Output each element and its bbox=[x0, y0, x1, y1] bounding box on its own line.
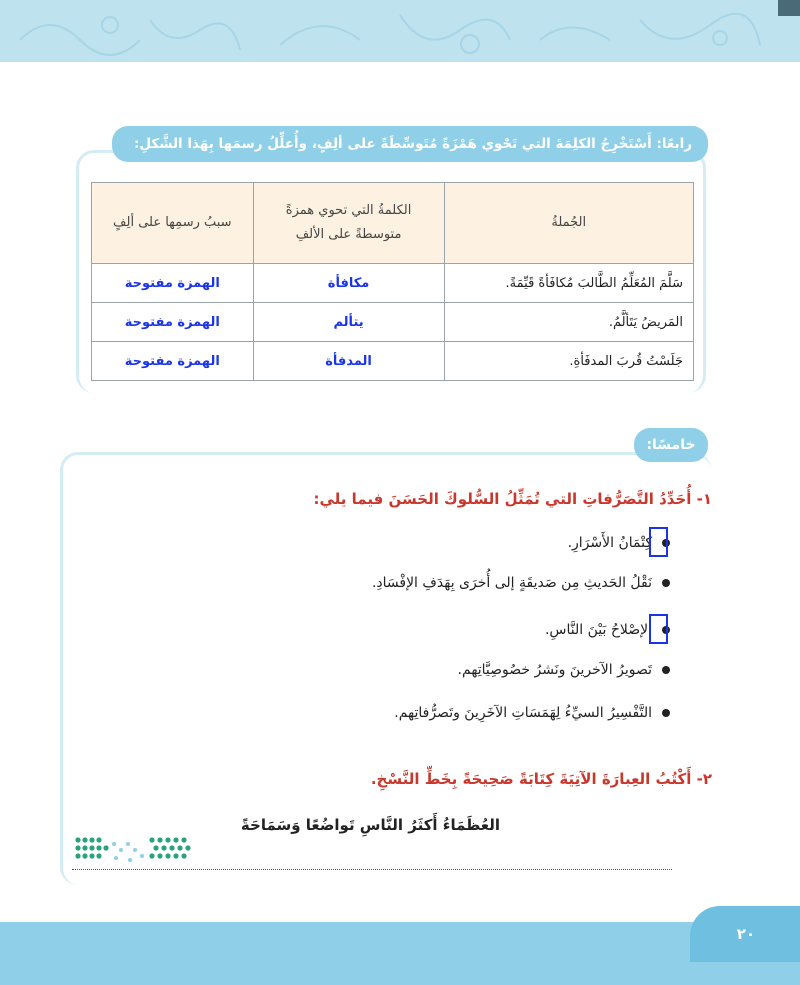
selection-box[interactable] bbox=[649, 527, 668, 557]
top-decorative-band bbox=[0, 0, 800, 62]
header-reason: سببُ رسمِها على ألِفٍ bbox=[92, 183, 254, 264]
selection-box[interactable] bbox=[649, 614, 668, 644]
bottom-band bbox=[0, 922, 800, 985]
header-sentence: الجُملةُ bbox=[444, 183, 693, 264]
ministry-logo-icon bbox=[72, 834, 196, 866]
row-sentence: جَلَسْتُ قُربَ المدفَأةِ. bbox=[444, 342, 693, 381]
corner-marker bbox=[778, 0, 800, 16]
bullet-icon bbox=[662, 666, 670, 674]
row-word-answer[interactable]: المدفأة bbox=[253, 342, 444, 381]
list-item[interactable] bbox=[372, 575, 670, 591]
hamza-table bbox=[91, 182, 694, 381]
list-item[interactable] bbox=[394, 705, 670, 721]
table-row bbox=[92, 342, 694, 381]
phrase-to-copy: العُظَمَاءُ أَكثَرُ النَّاسِ تَواضُعًا وَسَمَاحَةً bbox=[240, 816, 500, 834]
row-sentence: المَريضُ يَتَألَّمُ. bbox=[444, 303, 693, 342]
writing-line[interactable] bbox=[72, 869, 672, 870]
row-sentence: سَلَّمَ المُعَلِّمُ الطَّالبَ مُكافَأةً قَيِّمَةً. bbox=[444, 264, 693, 303]
list-item-text: الإصْلاحُ بَيْنَ النَّاسِ. bbox=[544, 622, 652, 638]
row-word-answer[interactable]: مكافأة bbox=[253, 264, 444, 303]
list-item-text: نَقْلُ الحَديثِ مِن صَديقَةٍ إلى أُخرَى بِهَدَفِ الإفْسَادِ. bbox=[371, 575, 652, 591]
bullet-icon bbox=[662, 709, 670, 717]
question2-title: ٢- أَكْتُبُ العِبارَةَ الآتِيَةَ كِتَابَةً صَحِيحَةً بِخَطِّ النَّسْخِ. bbox=[370, 770, 712, 788]
table-row bbox=[92, 264, 694, 303]
calligraphy-pattern bbox=[0, 0, 800, 62]
list-item-text: تَصويرُ الآخرينَ ونَشرُ خصُوصِيَّاتِهم. bbox=[457, 662, 652, 678]
header-word: الكلمةُ التي تحوي همزةً متوسطةً على الألفِ bbox=[253, 183, 444, 264]
row-reason-answer[interactable]: الهمزة مفتوحة bbox=[92, 342, 254, 381]
list-item[interactable] bbox=[458, 662, 670, 678]
section5-heading: خامسًا: bbox=[634, 428, 708, 462]
row-word-answer[interactable]: يتألم bbox=[253, 303, 444, 342]
bullet-icon bbox=[662, 579, 670, 587]
list-item-text: التَّفْسِيرُ السيِّءُ لِهَمَسَاتِ الآخَرِينَ وتَصرُّفاتِهم. bbox=[394, 705, 652, 721]
question1-title: ١- أُحَدِّدُ التَّصَرُّفاتِ التي تُمَثِّلُ السُّلوكَ الحَسَنَ فيما يلي: bbox=[313, 490, 712, 508]
page-number: ٢٠ bbox=[736, 925, 755, 943]
list-item-text: كِتْمَانُ الأَسْرَارِ. bbox=[567, 535, 652, 551]
table-row bbox=[92, 303, 694, 342]
section4-heading: رابعًا: أَسْتَخْرِجُ الكلِمَةَ التي تَحْوي هَمْزَةً مُتَوسِّطَةً على ألِفٍ، وأُعلِّلُ رسمَها بِهَذا الشَّكلِ: bbox=[112, 126, 708, 162]
row-reason-answer[interactable]: الهمزة مفتوحة bbox=[92, 264, 254, 303]
row-reason-answer[interactable]: الهمزة مفتوحة bbox=[92, 303, 254, 342]
